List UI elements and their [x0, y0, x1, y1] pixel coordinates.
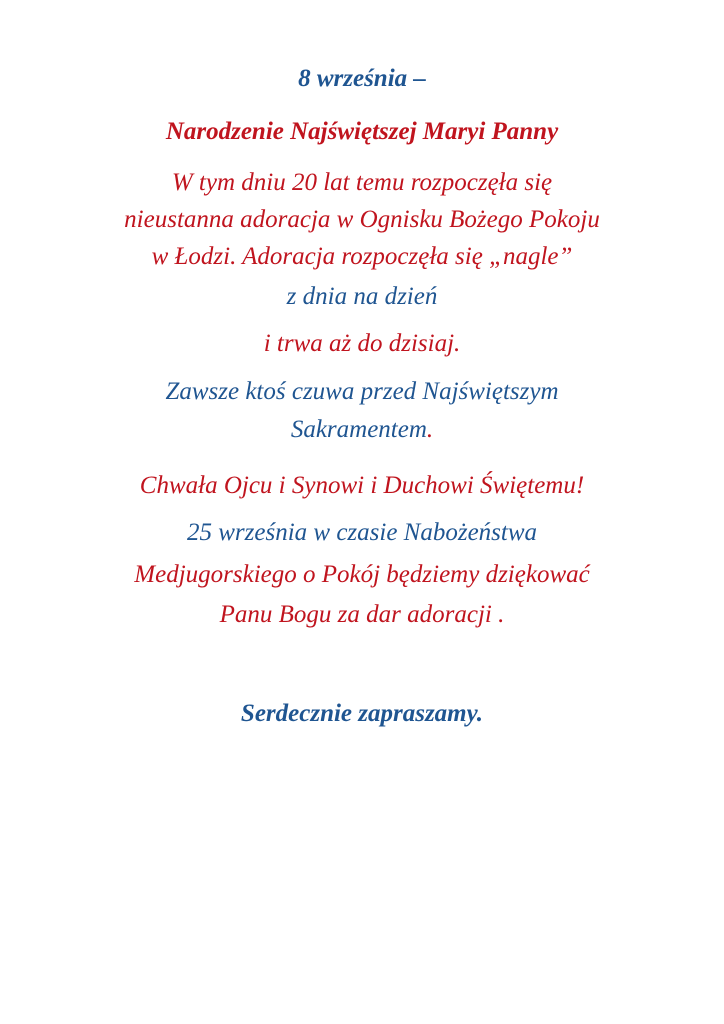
paragraph2-line	[0, 413, 724, 447]
paragraph2-period: .	[426, 416, 434, 443]
feast-title: Narodzenie Najświętszej Maryi Panny	[165, 118, 559, 145]
paragraph3-line: Panu Bogu za dar adoracji .	[219, 601, 505, 628]
paragraph1-line: nieustanna adoracja w Ognisku Bożego Pokoju	[124, 206, 600, 233]
paragraph2-text: Sakramentem	[290, 416, 427, 443]
paragraph3-line: 25 września w czasie Nabożeństwa	[186, 519, 538, 546]
date-heading: 8 września –	[298, 65, 426, 92]
doxology: Chwała Ojcu i Synowi i Duchowi Świętemu!	[139, 472, 585, 499]
paragraph2-line: Zawsze ktoś czuwa przed Najświętszym	[165, 378, 559, 405]
paragraph1-line: W tym dniu 20 lat temu rozpoczęła się	[171, 169, 553, 196]
paragraph3-line: Medjugorskiego o Pokój będziemy dziękować	[134, 561, 590, 588]
paragraph1-line: w Łodzi. Adoracja rozpoczęła się „nagle”	[151, 243, 573, 270]
paragraph1-line: z dnia na dzień	[286, 283, 438, 310]
invitation: Serdecznie zapraszamy.	[240, 700, 484, 727]
paragraph1-line: i trwa aż do dzisiaj.	[263, 330, 461, 357]
